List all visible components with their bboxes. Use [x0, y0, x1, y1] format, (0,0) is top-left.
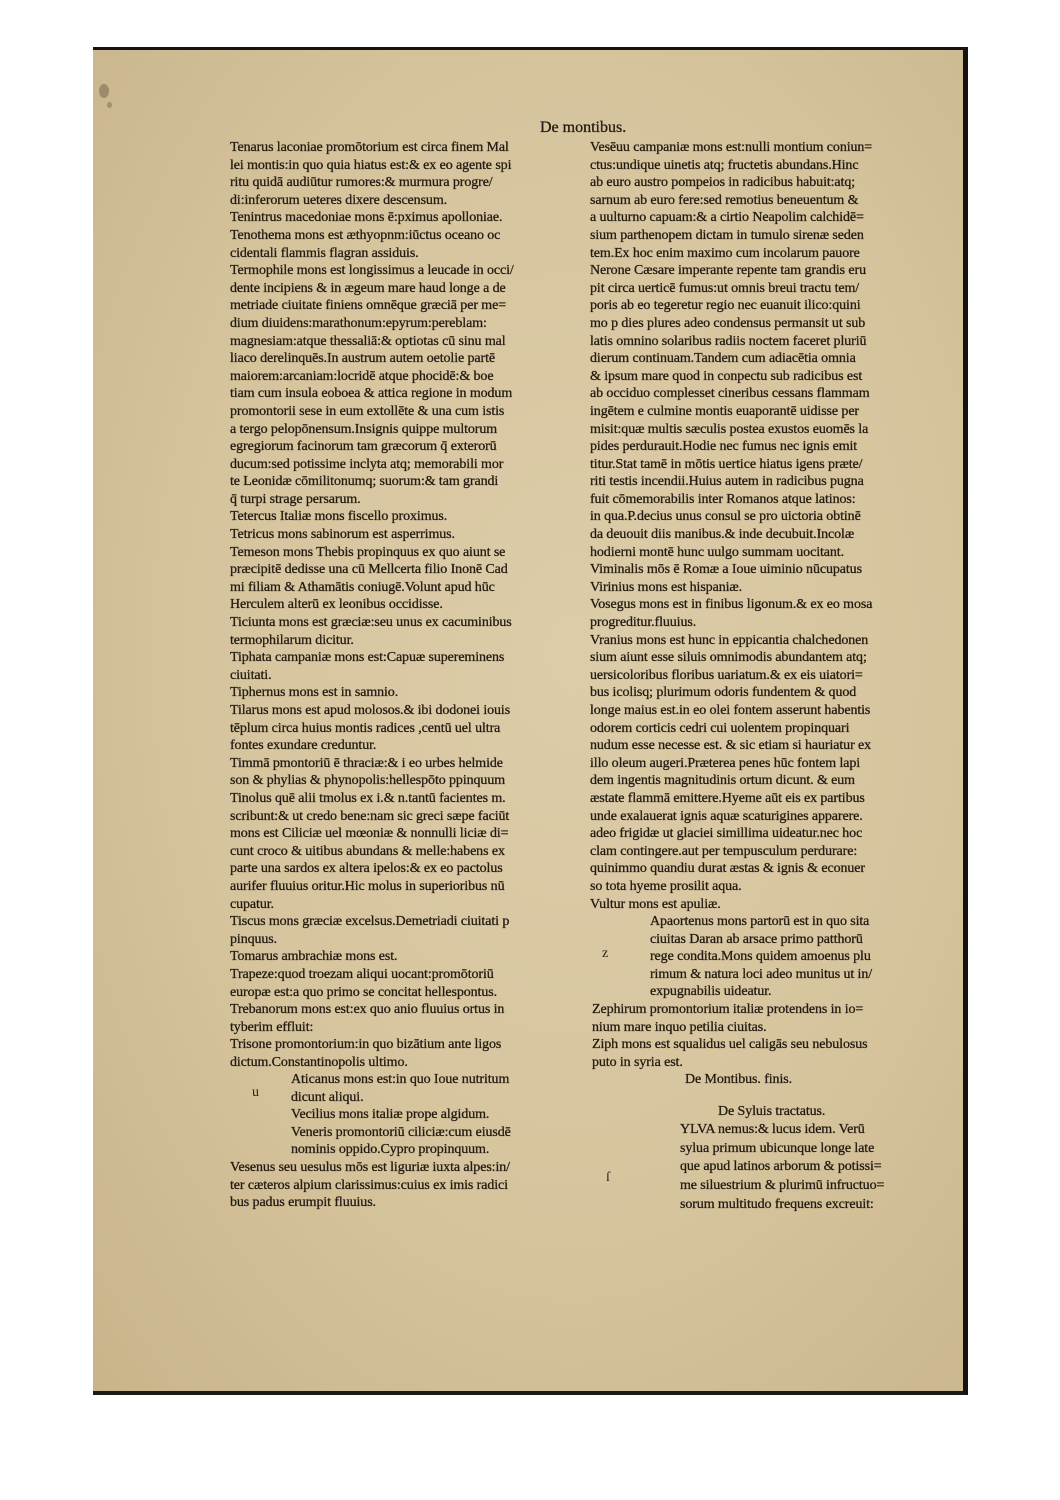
explicit-line: [685, 1071, 792, 1089]
text-line: aurifer fluuius oritur.Hic molus in superioribus nū: [230, 878, 505, 894]
text-line: Vesēuu campaniæ mons est:nulli montium coniun=: [590, 140, 873, 155]
text-line: Vesenus seu uesulus mōs est liguriæ iuxta alpes:in/: [230, 1160, 510, 1175]
text-line: mons est Ciliciæ uel mœoniæ & nonnulli liciæ di=: [230, 826, 509, 842]
text-line: a uulturno capuam:& a cirtio Neapolim calchidē=: [590, 210, 864, 226]
text-line: ctus:undique uinetis atq; fructetis abundans.Hinc: [590, 157, 859, 173]
text-line: Aticanus mons est:in quo Ioue nutritum: [291, 1072, 510, 1087]
left-column-closing: [230, 1159, 510, 1212]
text-line: in qua.P.decius unus consul se pro uictoria obtinē: [590, 509, 861, 525]
text-line: da deuouit diis manibus.& inde decubuit.Incolæ: [590, 527, 855, 543]
text-line: tēplum circa huius montis radices ,centū uel ultra: [230, 720, 501, 736]
text-line: promontorii sese in eum extollēte & una cum istis: [230, 403, 505, 419]
right-column-entries-z: [592, 1001, 867, 1071]
text-line: Veneris promontoriū ciliciæ:cum eiusdē: [291, 1124, 511, 1140]
text-line: Tinolus quē alii tmolus ex i.& n.tantū facientes m.: [230, 790, 506, 806]
text-line: Ticiunta mons est græciæ:seu unus ex cacuminibus: [230, 615, 512, 631]
text-line: tyberim effluit:: [230, 1019, 314, 1035]
text-line: Tenarus laconiae promōtorium est circa finem Mal: [230, 140, 509, 155]
text-line: Trebanorum mons est:ex quo anio fluuius ortus in: [230, 1002, 505, 1018]
right-column-entries: [590, 139, 872, 913]
text-line: Vranius mons est hunc in eppicantia chalchedonen: [590, 632, 869, 648]
left-column-initial-block: [291, 1071, 511, 1159]
text-line: nominis oppido.Cypro propinquum.: [291, 1142, 490, 1158]
text-line: tem.Ex hoc enim maximo cum incolarum pauore: [590, 245, 860, 261]
text-line: Timmā pmontoriū ē thraciæ:& i eo urbes helmide: [230, 755, 503, 771]
text-line: Tiphata campaniæ mons est:Capuæ supereminens: [230, 650, 505, 666]
text-line: Tetricus mons sabinorum est asperrimus.: [230, 527, 455, 543]
text-line: pinquus.: [230, 931, 278, 947]
text-line: Tiscus mons græciæ excelsus.Demetriadi ciuitati p: [230, 914, 510, 930]
guide-letter: ſ: [606, 1170, 610, 1185]
running-head: De montibus.: [540, 119, 627, 136]
text-line: q̄ turpi strage persarum.: [230, 491, 361, 507]
text-line: mi filiam & Athamātis coniugē.Volunt apud hūc: [230, 579, 495, 595]
text-line: ciuitas Daran ab arsace primo patthorū: [650, 931, 863, 947]
text-line: expugnabilis uideatur.: [650, 984, 772, 1000]
text-line: odorem corticis cedri cui uolentem propinquari: [590, 720, 850, 736]
text-line: dium diuidens:marathonum:epyrum:pereblam:: [230, 315, 487, 331]
text-line: sarnum ab euro fere:sed remotius beneuentum &: [590, 192, 859, 208]
text-line: liaco derelinquēs.In austrum autem oetolie partē: [230, 351, 495, 367]
section-title: [718, 1103, 825, 1121]
text-line: ducum:sed potissime inclyta atq; memorabili mor: [230, 456, 504, 472]
right-column-initial-block-s: [680, 1121, 884, 1214]
text-line: YLVA nemus:& lucus idem. Verū: [680, 1122, 865, 1137]
text-line: Tenintrus macedoniae mons ē:pximus apolloniae.: [230, 210, 503, 226]
text-line: dierum continuam.Tandem cum adiacētia omnia: [590, 351, 856, 367]
text-line: clam contingere.aut per tempusculum perdurare:: [590, 843, 858, 859]
text-line: sium aiunt esse siluis omnimodis abundantem atq;: [590, 650, 867, 666]
text-line: europæ est:a quo primo se concitat hellespontus.: [230, 984, 497, 1000]
text-line: egregiorum facinorum tam græcorum q̄ exterorū: [230, 439, 497, 455]
text-line: maiorem:arcaniam:locridē atque phocidē:& boe: [230, 368, 494, 384]
text-line: nudum esse necesse est. & sic etiam si hauriatur ex: [590, 738, 872, 754]
text-line: ciuitati.: [230, 667, 272, 683]
text-line: titur.Stat tamē in mōtis uertice hiatus igens præte/: [590, 456, 863, 472]
text-line: latis omnino solaribus radiis noctem faceret pluriū: [590, 333, 867, 349]
guide-letter: u: [252, 1085, 259, 1100]
text-line: me siluestrium & plurimū infructuo=: [680, 1178, 885, 1194]
text-line: scribunt:& ut credo bene:nam sic greci sæpe faciūt: [230, 808, 510, 824]
text-line: Herculem alterū ex leonibus occidisse.: [230, 597, 443, 613]
text-line: so tota hyeme prosilit aqua.: [590, 878, 742, 894]
text-line: a tergo pelopōnensum.Insignis quippe multorum: [230, 421, 498, 437]
text-line: dem ingentis magnitudinis ortum dicunt. & eum: [590, 773, 855, 789]
text-line: termophilarum dicitur.: [230, 632, 354, 648]
text-line: progreditur.fluuius.: [590, 615, 697, 631]
text-line: Vosegus mons est in finibus ligonum.& ex eo mosa: [590, 597, 873, 613]
text-line: Temeson mons Thebis propinquus ex quo aiunt se: [230, 544, 506, 560]
text-line: ab euro austro pompeios in radicibus habuit:atq;: [590, 175, 856, 191]
text-line: fuit cōmemorabilis inter Romanos atque latinos:: [590, 491, 856, 507]
text-line: Nerone Cæsare imperante repente tam grandis eru: [590, 263, 866, 279]
text-line: uersicoloribus floribus uariatum.& ex eis uiatori=: [590, 667, 863, 683]
text-line: dicunt aliqui.: [291, 1089, 364, 1105]
text-line: Virinius mons est hispaniæ.: [590, 579, 743, 595]
text-line: magnesiam:atque thessaliā:& optiotas cū sinu mal: [230, 333, 506, 349]
text-line: cupatur.: [230, 896, 274, 912]
text-line: puto in syria est.: [592, 1054, 683, 1070]
text-line: rege condita.Mons quidem amoenus plu: [650, 949, 871, 965]
text-line: hodierni montē hunc uulgo summam uocitant.: [590, 544, 844, 560]
text-line: fontes exundare creduntur.: [230, 738, 377, 754]
text-line: lei montis:in quo quia hiatus est:& ex eo agente spi: [230, 157, 512, 173]
text-line: unde exalauerat ignis aquæ scaturigines apparere.: [590, 808, 863, 824]
text-line: sylua primum ubicunque longe late: [680, 1140, 875, 1156]
text-line: Tiphernus mons est in samnio.: [230, 685, 399, 701]
text-line: & ipsum mare quod in conpectu sub radicibus est: [590, 368, 863, 384]
text-line: Zephirum promontorium italiæ protendens in io=: [592, 1002, 864, 1017]
guide-letter: z: [602, 946, 609, 961]
text-line: ter cæteros alpium clarissimus:cuius ex imis radici: [230, 1177, 508, 1193]
section-title-text: De Syluis tractatus.: [718, 1104, 826, 1119]
text-line: mo p dies plures adeo condensus permansit ut sub: [590, 315, 866, 331]
text-line: parte una sardos ex altera ipelos:& ex eo pactolus: [230, 861, 503, 877]
text-line: Tilarus mons est apud molosos.& ibi dodonei iouis: [230, 703, 511, 718]
text-line: bus padus erumpit fluuius.: [230, 1195, 376, 1211]
text-line: Tenothema mons est æthyopnm:iūctus oceano oc: [230, 227, 501, 243]
text-line: Vultur mons est apuliæ.: [590, 896, 721, 912]
text-line: Ziph mons est squalidus uel caligās seu nebulosus: [592, 1037, 868, 1053]
text-line: Tetercus Italiæ mons fiscello proximus.: [230, 509, 448, 525]
text-line: quinimmo quandiu durat æstas & ignis & econuer: [590, 861, 865, 877]
text-line: cidentali flammis flagran assiduis.: [230, 245, 419, 261]
text-line: Trapeze:quod troezam aliqui uocant:promōtoriū: [230, 966, 494, 982]
text-line: longe maius est.in eo olei fontem asserunt habentis: [590, 703, 871, 718]
text-line: poris ab eo tegeretur regio nec euanuit ilico:quini: [590, 298, 861, 314]
text-line: sorum multitudo frequens excreuit:: [680, 1196, 874, 1212]
text-line: cunt croco & uitibus abundans & melle:habens ex: [230, 843, 505, 859]
left-column-entries: [230, 139, 514, 1071]
text-line: te Leonidæ cōmilitonumq; suorum:& tam grandi: [230, 474, 499, 490]
right-column-initial-block-z: [650, 913, 872, 1001]
text-line: ingētem e culmine montis euaporantē uidisse per: [590, 403, 859, 419]
text-line: dente incipiens & in ægeum mare haud longe a de: [230, 280, 506, 296]
explicit-text: De Montibus. finis.: [685, 1072, 792, 1087]
text-line: metriade ciuitate finiens omnēque græciā per me=: [230, 298, 506, 314]
text-line: tiam cum insula eoboea & attica regione in modum: [230, 386, 513, 402]
text-line: bus icolisq; plurimum odoris fundentem & quod: [590, 685, 857, 701]
text-line: ab occiduo complesset cineribus cessans flammam: [590, 386, 870, 402]
text-line: Trisone promontorium:in quo bizātium ante ligos: [230, 1037, 502, 1053]
text-line: que apud latinos arborum & potissi=: [680, 1159, 882, 1175]
text-line: illo oleum augeri.Præterea penes hūc fontem lapi: [590, 755, 861, 771]
text-line: æstate flammā emittere.Hyeme aūt eis ex partibus: [590, 790, 865, 806]
text-line: sium parthenopem dictam in tumulo sirenæ seden: [590, 227, 864, 243]
text-line: pides perdurauit.Hodie nec fumus nec ignis emit: [590, 439, 858, 455]
text-line: adeo frigidæ ut glaciei simillima uideatur.nec hoc: [590, 826, 863, 842]
text-line: Viminalis mōs ē Romæ a Ioue uiminio nūcupatus: [590, 562, 862, 578]
text-line: pit circa uerticē fumus:ut omnis breui tractu tem/: [590, 280, 860, 296]
text-line: riti testis incendii.Huius autem in radicibus pugna: [590, 474, 864, 490]
text-line: ritu quidā audiūtur rumores:& murmura progre/: [230, 175, 493, 191]
stain-mark: [107, 102, 112, 108]
stain-mark: [99, 84, 109, 98]
text-line: nium mare inquo petilia ciuitas.: [592, 1019, 767, 1035]
text-line: rimum & natura loci adeo munitus ut in/: [650, 966, 873, 982]
text-line: præcipitē dedisse una cū Mellcerta filio Inonē Cad: [230, 562, 508, 578]
text-line: son & phylias & phynopolis:hellespōto ppinquum: [230, 773, 506, 789]
text-line: Termophile mons est longissimus a leucade in occi/: [230, 263, 514, 279]
text-line: Tomarus ambrachiæ mons est.: [230, 949, 398, 965]
text-line: di:inferorum ueteres dixere descensum.: [230, 192, 448, 208]
text-line: Vecilius mons italiæ prope algidum.: [291, 1107, 490, 1123]
text-line: misit:quæ multis sæculis postea exustos euomēs la: [590, 421, 869, 437]
text-line: Apaortenus mons partorū est in quo sita: [650, 914, 870, 929]
text-line: dictum.Constantinopolis ultimo.: [230, 1054, 408, 1070]
